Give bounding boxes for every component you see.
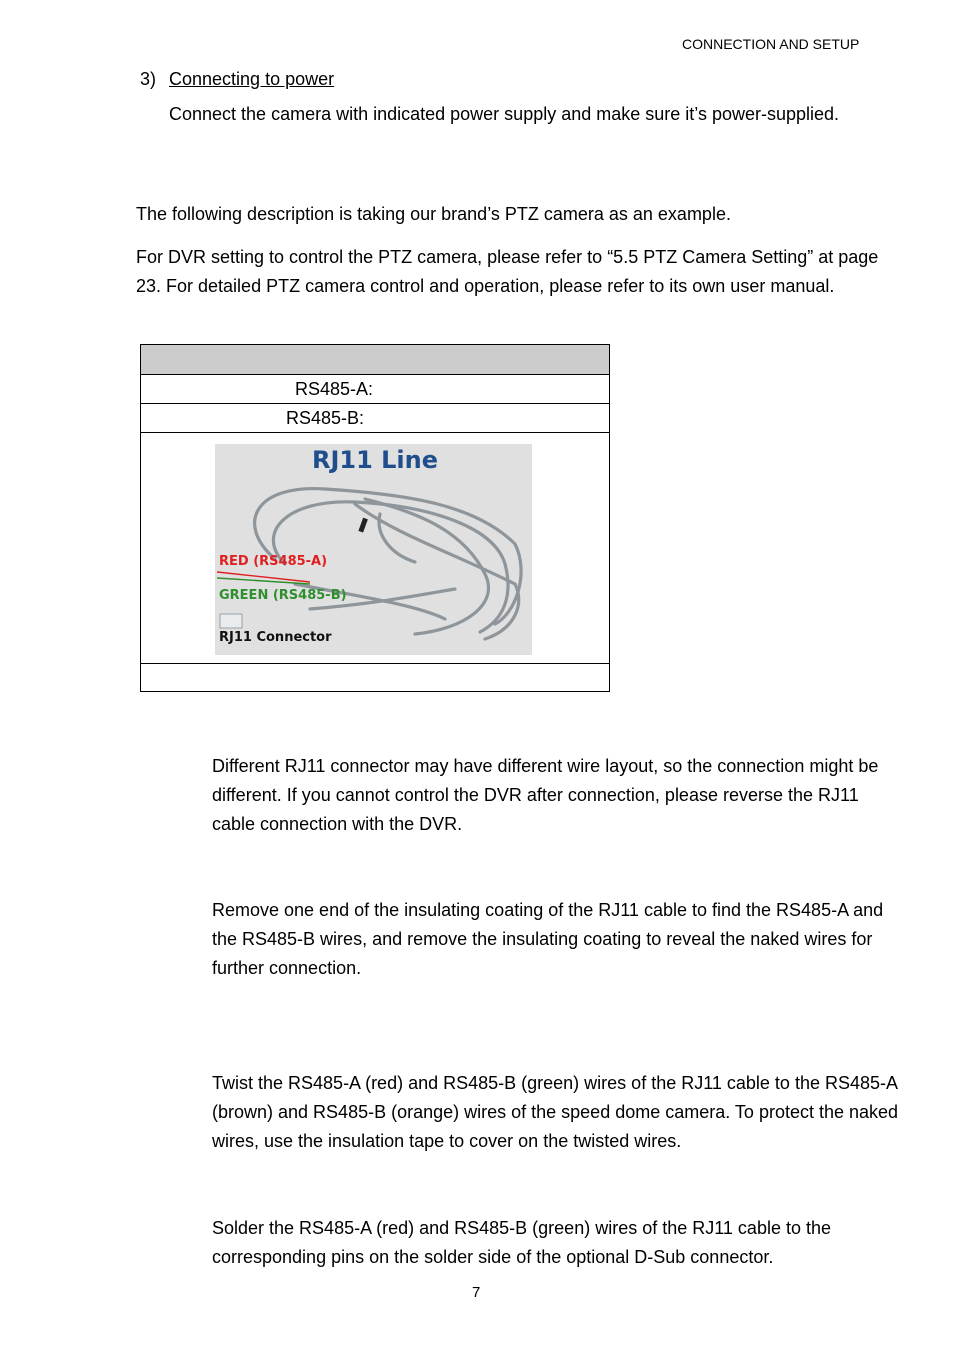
- table-footer-row: [141, 664, 610, 692]
- rj11-cable-photo: [215, 444, 532, 655]
- note-paragraph-3: Twist the RS485-A (red) and RS485-B (green) wires of the RJ11 cable to the RS485-A (brown) and RS485-B (orange) wires of the speed dome camera. To protect the naked wires, use the insulation tape to cover on the twisted wires.: [212, 1073, 899, 1151]
- table-row-rs485b: [141, 404, 610, 433]
- table-row-rs485a: [141, 375, 610, 404]
- note-paragraph-2: Remove one end of the insulating coating of the RJ11 cable to find the RS485-A and the RS485-B wires, and remove the insulating coating to reveal the naked wires for further connection.: [212, 900, 884, 978]
- photo-label-red: RED (RS485-A): [219, 554, 328, 569]
- note-paragraph-1: Different RJ11 connector may have different wire layout, so the connection might be different. If you cannot control the DVR after connection, please reverse the RJ11 cable connection with the DVR.: [212, 756, 879, 834]
- note-paragraph-4: Solder the RS485-A (red) and RS485-B (green) wires of the RJ11 cable to the corresponding pins on the solder side of the optional D-Sub connector.: [212, 1218, 831, 1267]
- step-number: 3): [140, 69, 157, 89]
- table-footer-cell: [141, 664, 610, 692]
- photo-label-green: GREEN (RS485-B): [219, 588, 347, 603]
- step-title: Connecting to power: [169, 69, 335, 89]
- photo-title: RJ11 Line: [311, 446, 439, 474]
- table-header-cell: [141, 345, 610, 375]
- table-header-row: [141, 345, 610, 375]
- rs485b-label: RS485-B:: [141, 404, 610, 433]
- step-text: Connect the camera with indicated power supply and make sure it’s power-supplied.: [169, 104, 840, 124]
- section-header: CONNECTION AND SETUP: [682, 36, 860, 52]
- page-number: 7: [472, 1284, 481, 1301]
- rs485a-label: RS485-A:: [141, 375, 610, 404]
- photo-label-connector: RJ11 Connector: [219, 630, 332, 645]
- intro-paragraph-2: For DVR setting to control the PTZ camera, please refer to “5.5 PTZ Camera Setting” at page 23. For detailed PTZ camera control and operation, please refer to its own user manual.: [136, 247, 879, 296]
- intro-paragraph-1: The following description is taking our brand’s PTZ camera as an example.: [136, 204, 731, 224]
